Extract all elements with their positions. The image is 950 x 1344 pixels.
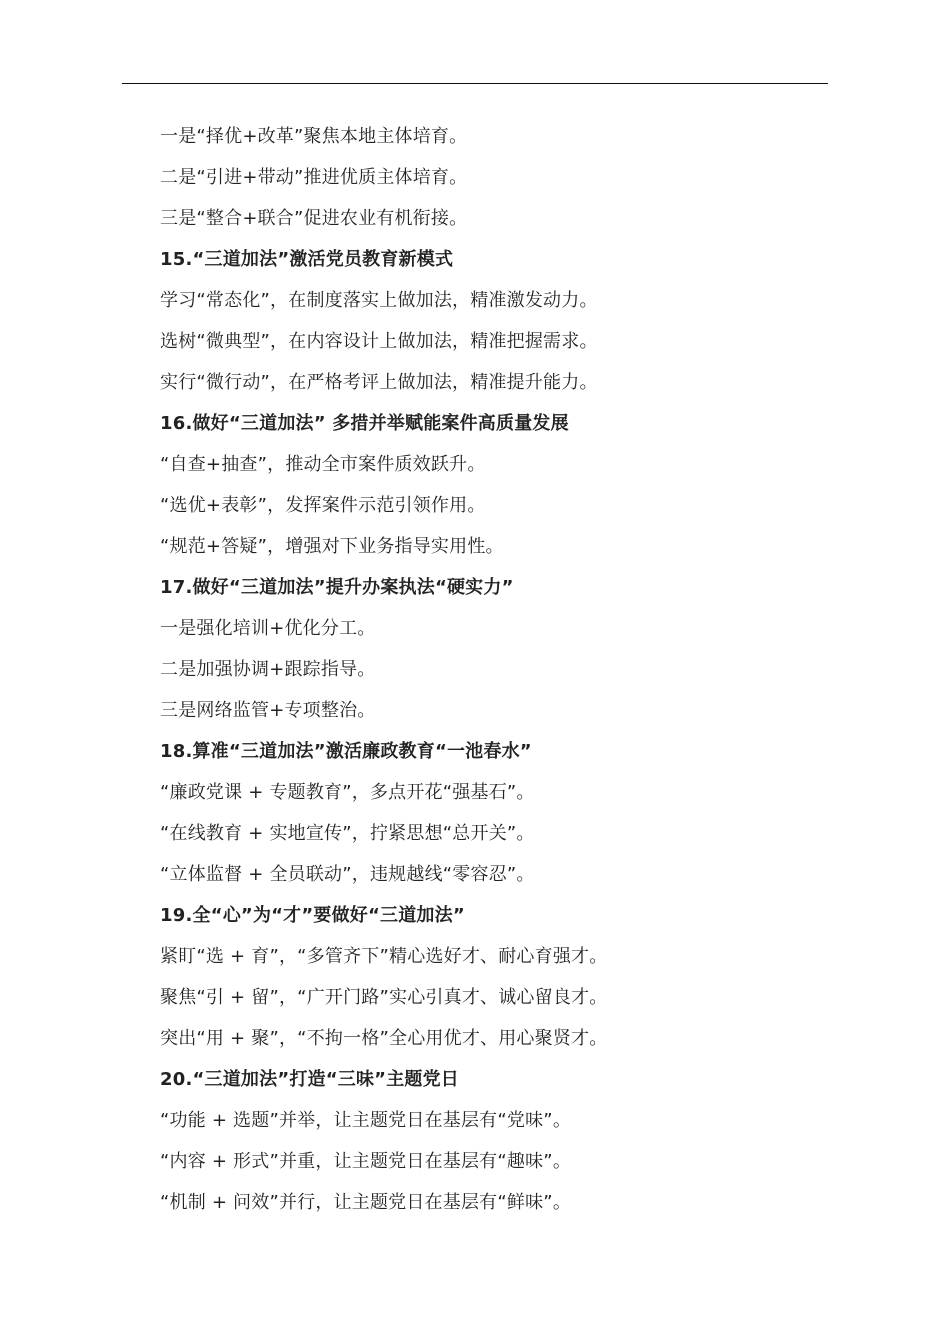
- text-line: 一是“择优+改革”聚焦本地主体培育。: [160, 126, 468, 147]
- text-line: 紧盯“选 + 育”，“多管齐下”精心选好才、耐心育强才。: [160, 946, 608, 967]
- header-rule: [122, 83, 828, 84]
- section-heading: 16.做好“三道加法” 多措并举赋能案件高质量发展: [160, 413, 569, 434]
- section-heading: 17.做好“三道加法”提升办案执法“硬实力”: [160, 577, 514, 598]
- text-line: 突出“用 + 聚”，“不拘一格”全心用优才、用心聚贤才。: [160, 1028, 608, 1049]
- text-line: “规范+答疑”，增强对下业务指导实用性。: [160, 536, 504, 557]
- text-line: 三是网络监管+专项整治。: [160, 700, 376, 721]
- text-line: “机制 + 问效”并行，让主题党日在基层有“鲜味”。: [160, 1192, 572, 1213]
- text-line: “廉政党课 + 专题教育”，多点开花“强基石”。: [160, 782, 535, 803]
- text-line: “选优+表彰”，发挥案件示范引领作用。: [160, 495, 486, 516]
- text-line: 聚焦“引 + 留”，“广开门路”实心引真才、诚心留良才。: [160, 987, 608, 1008]
- text-line: 实行“微行动”，在严格考评上做加法，精准提升能力。: [160, 372, 598, 393]
- document-body: [160, 116, 828, 1223]
- text-line: “功能 + 选题”并举，让主题党日在基层有“党味”。: [160, 1110, 572, 1131]
- section-heading: 18.算准“三道加法”激活廉政教育“一池春水”: [160, 741, 532, 762]
- text-line: “自查+抽查”，推动全市案件质效跃升。: [160, 454, 486, 475]
- text-line: 学习“常态化”，在制度落实上做加法，精准激发动力。: [160, 290, 598, 311]
- text-line: 选树“微典型”，在内容设计上做加法，精准把握需求。: [160, 331, 598, 352]
- text-line: 一是强化培训+优化分工。: [160, 618, 376, 639]
- section-heading: 19.全“心”为“才”要做好“三道加法”: [160, 905, 465, 926]
- section-heading: 15.“三道加法”激活党员教育新模式: [160, 249, 454, 270]
- section-heading: 20.“三道加法”打造“三味”主题党日: [160, 1069, 460, 1090]
- text-line: “内容 + 形式”并重，让主题党日在基层有“趣味”。: [160, 1151, 572, 1172]
- text-line: “在线教育 + 实地宣传”，拧紧思想“总开关”。: [160, 823, 535, 844]
- text-line: 三是“整合+联合”促进农业有机衔接。: [160, 208, 468, 229]
- text-line: “立体监督 + 全员联动”，违规越线“零容忍”。: [160, 864, 535, 885]
- text-line: 二是加强协调+跟踪指导。: [160, 659, 376, 680]
- text-line: 二是“引进+带动”推进优质主体培育。: [160, 167, 468, 188]
